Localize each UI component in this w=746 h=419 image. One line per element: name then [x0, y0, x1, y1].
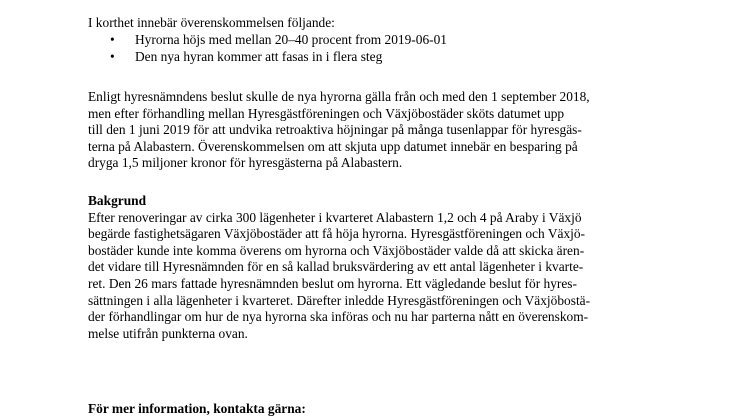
list-item-text: Hyrorna höjs med mellan 20–40 procent from 2019-06-01: [135, 32, 448, 47]
paragraph-line: der förhandlingar om hur de nya hyrorna ska införas och nu har parterna nått en överenskom-: [88, 309, 589, 325]
paragraph-line: till den 1 juni 2019 för att undvika retroaktiva höjningar på många tusenlappar för hyresgäs-: [88, 122, 582, 138]
paragraph-line: sättningen i alla lägenheter i kvarteret. Därefter inledde Hyresgästföreningen och Växjöbostä-: [88, 292, 591, 308]
paragraph-line: terna på Alabastern. Överenskommelsen om att skjuta upp datumet innebär en besparing på: [88, 138, 578, 154]
summary-list: [88, 32, 447, 65]
bullet-icon: •: [110, 48, 115, 64]
paragraph-line: men efter förhandling mellan Hyresgästföreningen och Växjöbostäder sköts datumet upp: [88, 105, 565, 121]
paragraph-line: melse utifrån punkterna ovan.: [88, 325, 248, 341]
list-item: [88, 49, 447, 66]
paragraph-line: begärde fastighetsägaren Växjöbostäder att få höja hyrorna. Hyresgästföreningen och Växjö-: [88, 226, 586, 242]
list-item: [88, 32, 447, 49]
contact-heading: För mer information, kontakta gärna:: [88, 401, 306, 416]
paragraph-line: Enligt hyresnämndens beslut skulle de nya hyrorna gälla från och med den 1 september 2018,: [88, 89, 590, 104]
paragraph-line: dryga 1,5 miljoner kronor för hyresgästerna på Alabastern.: [88, 155, 403, 171]
paragraph-line: bostäder kunde inte komma överens om hyrorna och Växjöbostäder valde då att skicka ären-: [88, 242, 585, 258]
decision-paragraph: [88, 89, 590, 172]
section-heading: Bakgrund: [88, 193, 147, 208]
paragraph-line: Efter renoveringar av cirka 300 lägenheter i kvarteret Alabastern 1,2 och 4 på Araby i Växjö: [88, 209, 582, 225]
paragraph-line: ret. Den 26 mars fattade hyresnämnden beslut om hyrorna. Ett vägledande beslut för hyres-: [88, 275, 577, 291]
paragraph-line: det vidare till Hyresnämnden för en så kallad bruksvärdering av ett antal lägenheter i kvarte-: [88, 259, 584, 275]
list-item-text: Den nya hyran kommer att fasas in i flera steg: [135, 48, 383, 64]
background-section: [88, 193, 590, 342]
bullet-icon: •: [110, 32, 115, 47]
intro-text: I korthet innebär överenskommelsen följande:: [88, 15, 335, 30]
